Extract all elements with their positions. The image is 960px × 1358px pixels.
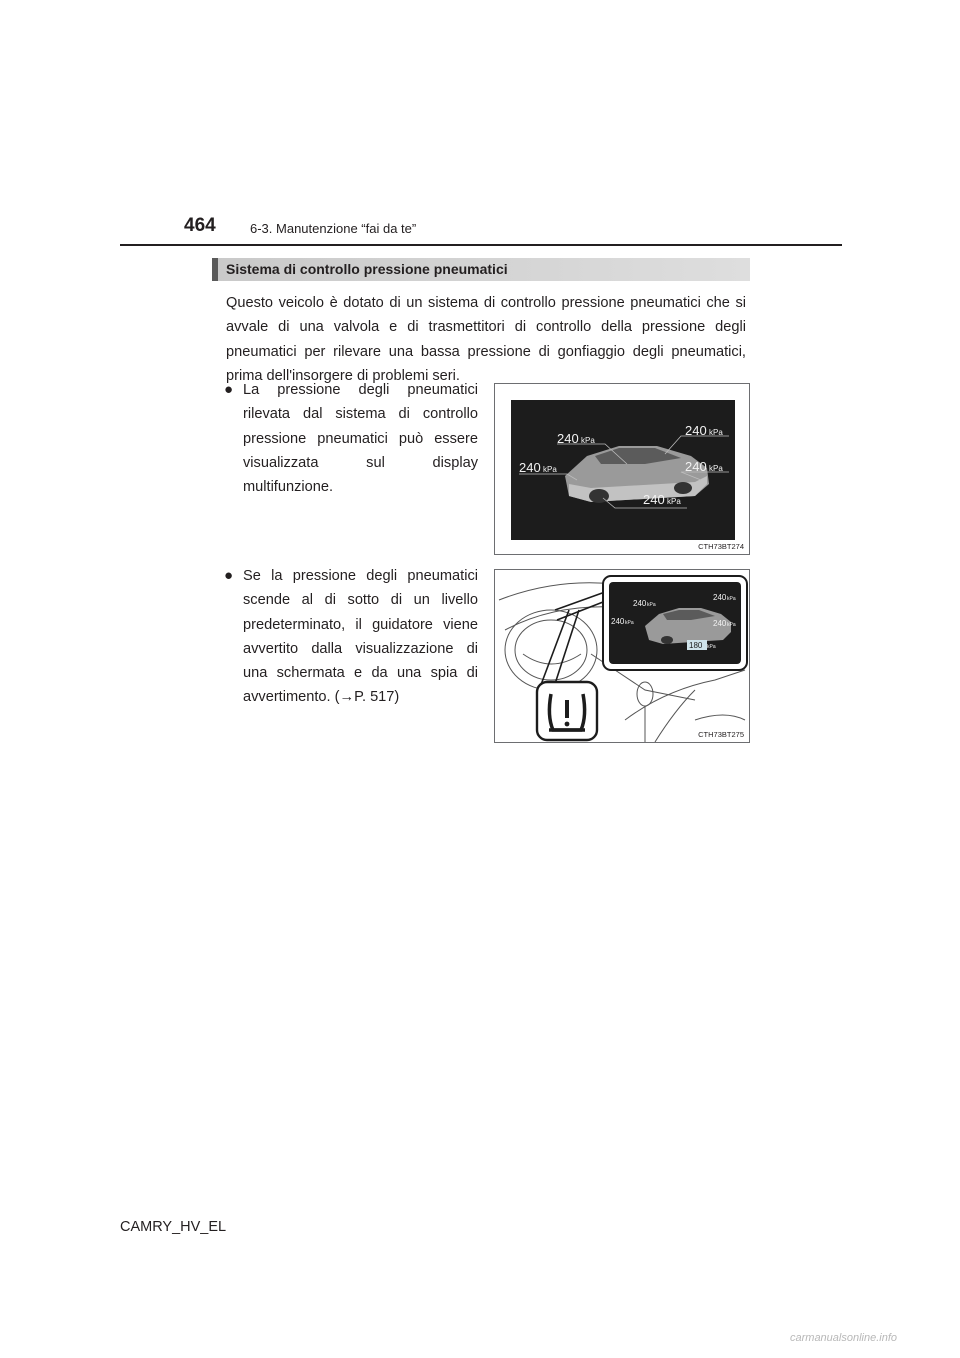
bullet-text: Se la pressione degli pneumatici scende al di sotto di un livello predeterminato, il guidatore viene avvertito dalla visualizzazione di una schermata e da una spia di avvertimento. (→P. 517) bbox=[243, 568, 478, 706]
unit-label: kPa bbox=[707, 644, 716, 650]
unit-label: kPa bbox=[709, 464, 723, 473]
page-number: 464 bbox=[184, 215, 216, 236]
reading-front-right-label: 240 bbox=[685, 423, 707, 438]
reading-left-label: 240 bbox=[611, 617, 625, 626]
figure-tire-pressure-display bbox=[494, 383, 750, 555]
reading-left-label: 240 bbox=[519, 460, 541, 475]
reading-front-left-label: 240 bbox=[633, 599, 647, 608]
unit-label: kPa bbox=[709, 428, 723, 437]
reading-front-right-label: 240 bbox=[713, 593, 727, 602]
bullet-icon: ● bbox=[224, 567, 234, 584]
reading-low-label: 180 bbox=[689, 641, 703, 650]
unit-label: kPa bbox=[727, 622, 736, 628]
unit-label: kPa bbox=[647, 602, 656, 608]
bullet-item bbox=[224, 564, 478, 710]
reading-rear-right-label: 240 bbox=[685, 459, 707, 474]
tire-pressure-warning-icon bbox=[537, 682, 597, 740]
section-accent bbox=[212, 258, 218, 281]
bullet-text: La pressione degli pneumatici rilevata dal sistema di controllo pressione pneumatici può essere visualizzata sul display multifunzione. bbox=[243, 382, 478, 496]
unit-label: kPa bbox=[581, 436, 595, 445]
bullet-icon: ● bbox=[224, 381, 234, 398]
figure-code: CTH73BT275 bbox=[698, 730, 744, 739]
reading-front-left-label: 240 bbox=[557, 431, 579, 446]
reading-rear-right-label: 240 bbox=[713, 619, 727, 628]
display-illustration bbox=[495, 384, 749, 554]
unit-label: kPa bbox=[667, 497, 681, 506]
unit-label: kPa bbox=[727, 596, 736, 602]
chapter-title: 6-3. Manutenzione “fai da te” bbox=[250, 221, 417, 236]
dashboard-illustration bbox=[495, 570, 749, 742]
section-title: Sistema di controllo pressione pneumatici bbox=[226, 261, 508, 277]
watermark: carmanualsonline.info bbox=[790, 1332, 898, 1344]
section-heading bbox=[212, 258, 750, 281]
reading-rear-left-label: 240 bbox=[643, 492, 665, 507]
figure-code: CTH73BT274 bbox=[698, 542, 744, 551]
footer-model: CAMRY_HV_EL bbox=[120, 1219, 227, 1235]
header-rule bbox=[120, 244, 842, 246]
figure-dashboard-warning bbox=[494, 569, 750, 743]
unit-label: kPa bbox=[543, 465, 557, 474]
unit-label: kPa bbox=[625, 620, 634, 626]
bullet-item bbox=[224, 378, 478, 499]
intro-paragraph: Questo veicolo è dotato di un sistema di controllo pressione pneumatici che si avvale di una valvola e di trasmettitori di controllo della pressione degli pneumatici per rilevare una bassa pressione di gonfiaggio degli pneumatici, prima dell'insorgere di problemi seri. bbox=[226, 295, 746, 384]
